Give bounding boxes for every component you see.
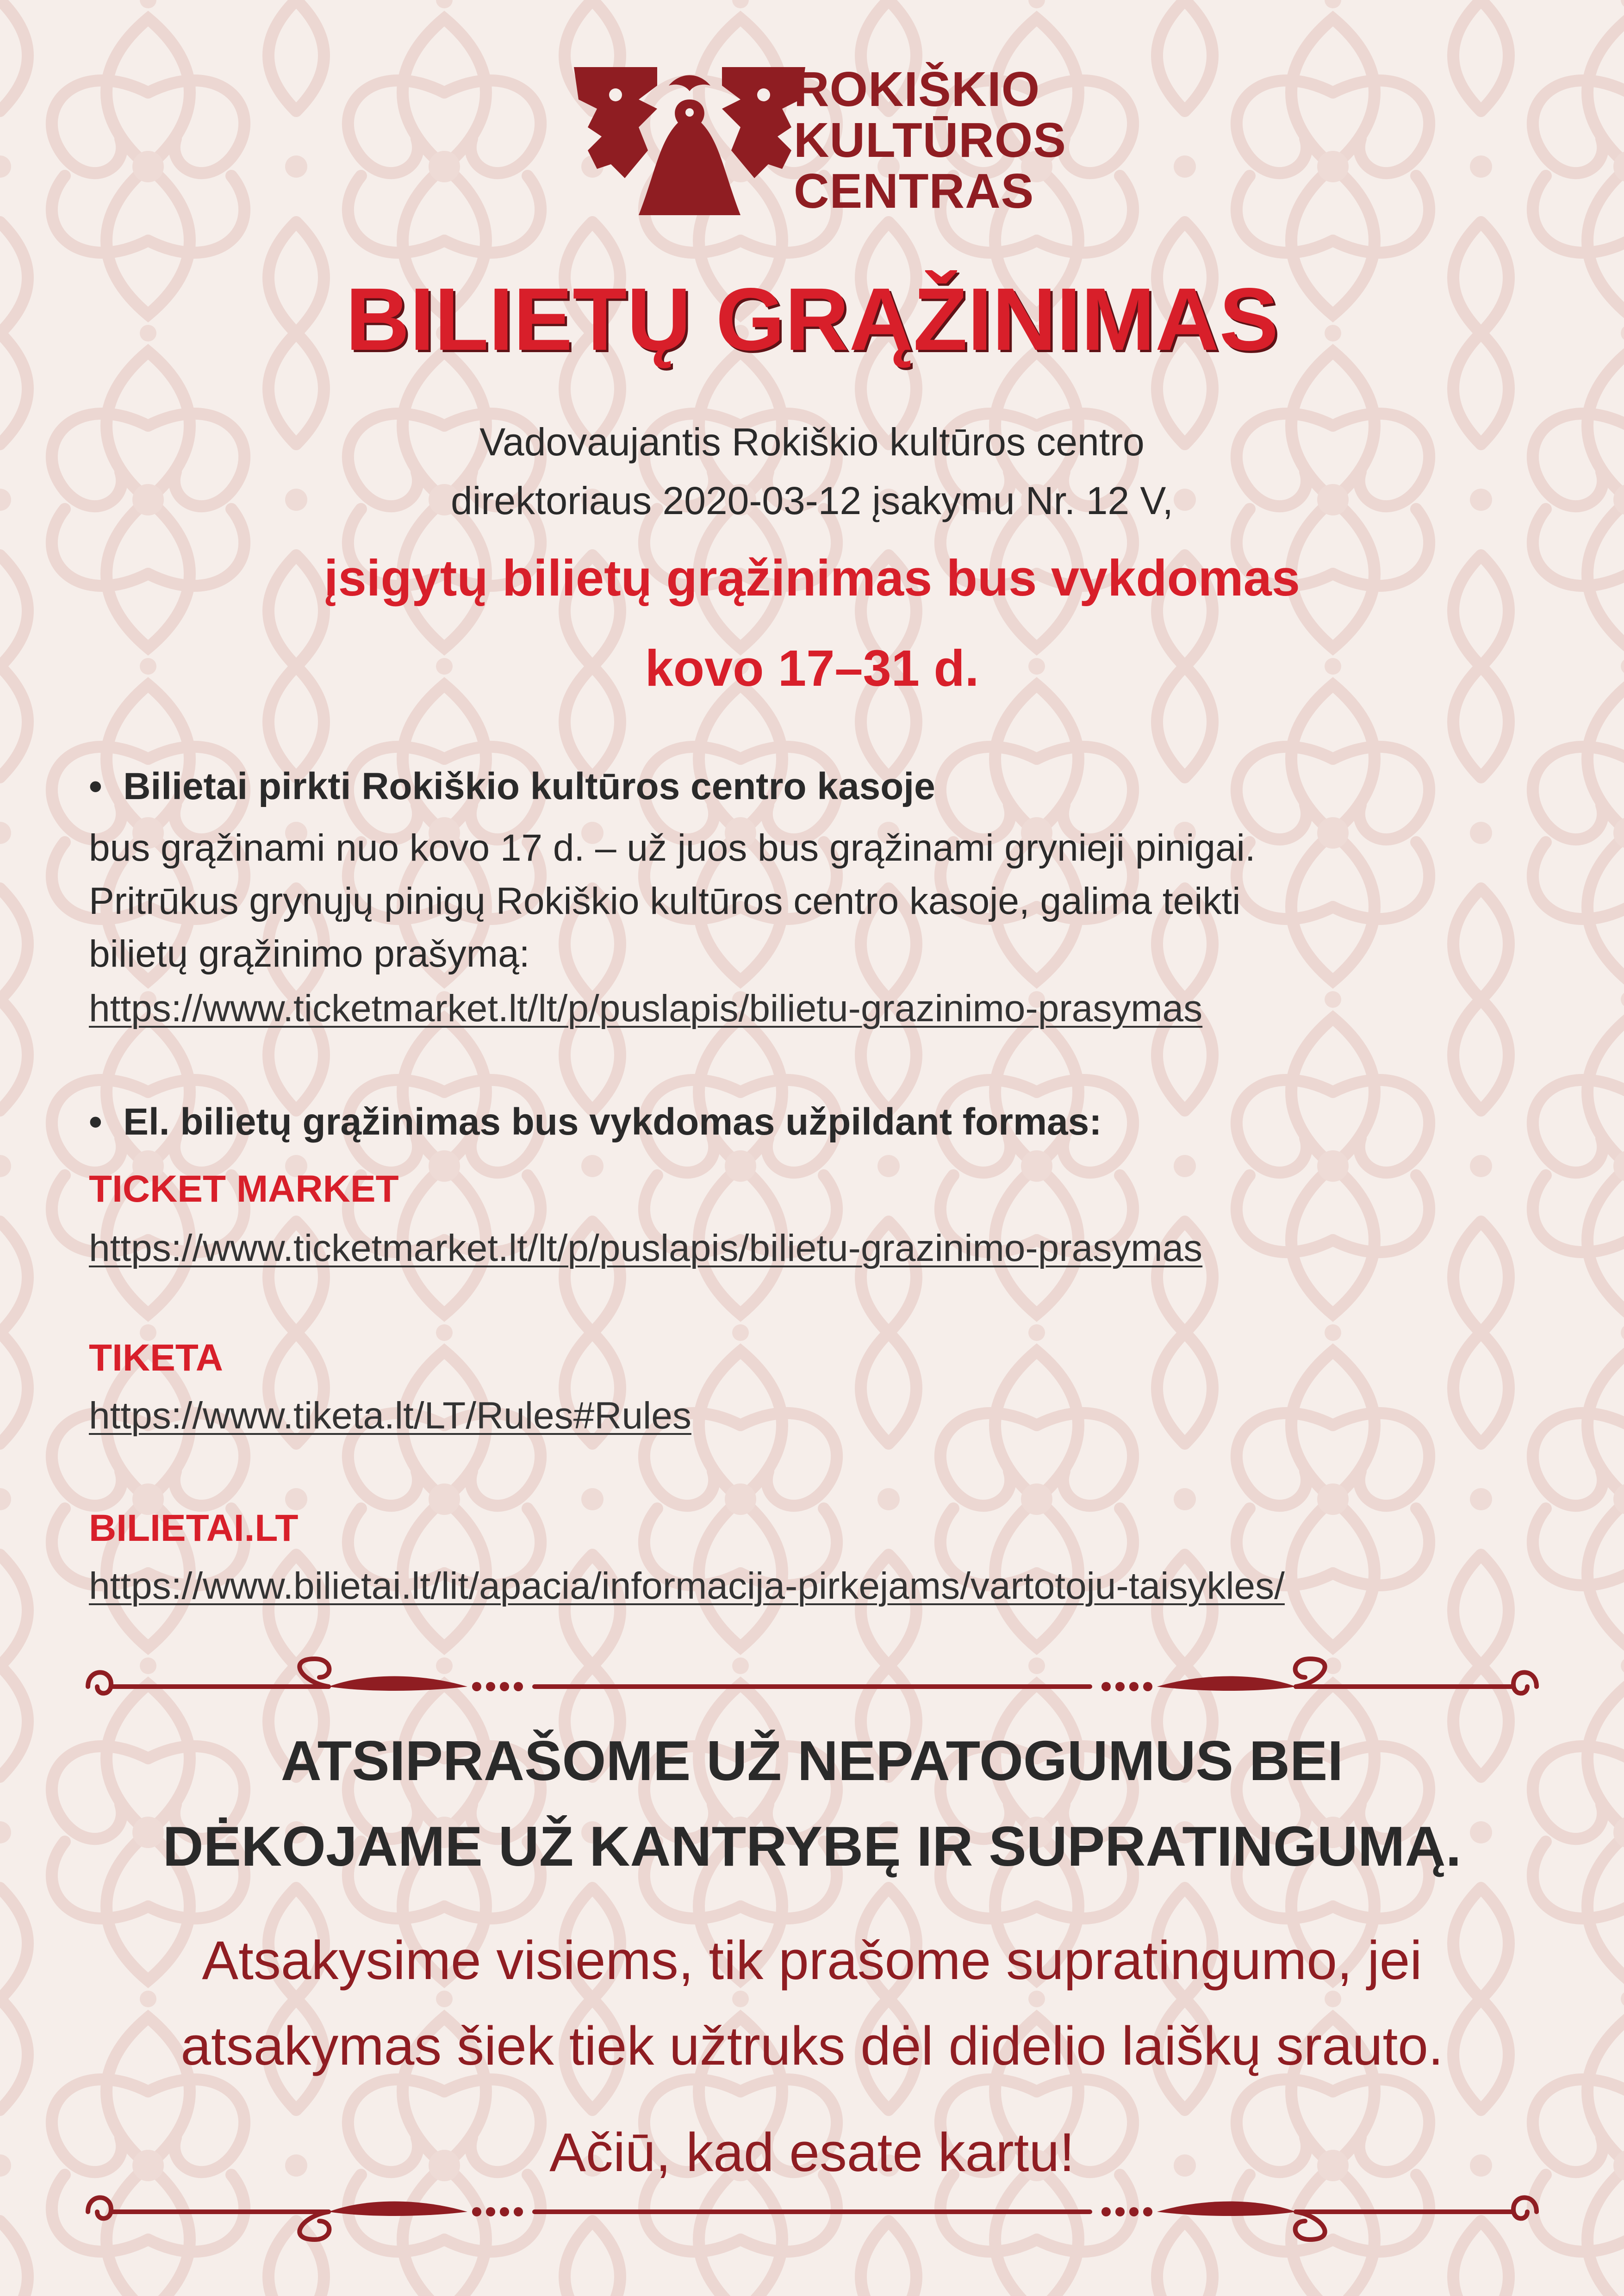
ornament-divider-top <box>69 1640 1555 1705</box>
intro-line-2: direktoriaus 2020-03-12 įsakymu Nr. 12 V, <box>450 479 1174 522</box>
section1-heading-text: Bilietai pirkti Rokiškio kultūros centro kasoje <box>123 765 935 807</box>
logo-line-2: KULTŪROS <box>794 113 1066 168</box>
section1-heading <box>89 763 935 810</box>
logo-line-1: ROKIŠKIO <box>794 62 1040 117</box>
section2-heading <box>89 1099 1102 1145</box>
closing-thanks: Ačiū, kad esate kartu! <box>549 2122 1075 2183</box>
section1-link[interactable]: https://www.ticketmarket.lt/lt/p/puslapis/bilietu-grazinimo-prasymas <box>89 987 1203 1030</box>
intro-line-1: Vadovaujantis Rokiškio kultūros centro <box>479 420 1145 464</box>
section1-line-3: bilietų grąžinimo prašymą: <box>89 933 530 975</box>
section1-line-2: Pritrūkus grynųjų pinigų Rokiškio kultūros centro kasoje, galima teikti <box>89 880 1241 922</box>
rokiskio-logo-icon <box>569 58 810 224</box>
page-title: BILIETŲ GRĄŽINIMAS <box>345 269 1279 369</box>
logo-line-3: CENTRAS <box>794 164 1034 218</box>
bullet: • <box>89 1101 102 1143</box>
vendor-name-ticketmarket: TICKET MARKET <box>89 1168 399 1210</box>
vendor-name-tiketa: TIKETA <box>89 1337 224 1379</box>
closing-line-2: DĖKOJAME UŽ KANTRYBĘ IR SUPRATINGUMĄ. <box>162 1815 1462 1878</box>
section1-line-1: bus grąžinami nuo kovo 17 d. – už juos bus grąžinami grynieji pinigai. <box>89 827 1256 869</box>
ornament-divider-bottom <box>69 2179 1555 2244</box>
vendor-link-ticketmarket[interactable]: https://www.ticketmarket.lt/lt/p/puslapis/bilietu-grazinimo-prasymas <box>89 1227 1203 1269</box>
intro-highlight-2: kovo 17–31 d. <box>645 640 979 697</box>
section2-heading-text: El. bilietų grąžinimas bus vykdomas užpildant formas: <box>123 1101 1102 1143</box>
bullet: • <box>89 765 102 807</box>
closing-note-2: atsakymas šiek tiek užtruks dėl didelio laiškų srauto. <box>180 2016 1444 2077</box>
vendor-link-bilietai[interactable]: https://www.bilietai.lt/lit/apacia/informacija-pirkejams/vartotoju-taisykles/ <box>89 1565 1285 1607</box>
closing-note-1: Atsakysime visiems, tik prašome supratingumo, jei <box>202 1930 1422 1991</box>
intro-highlight-1: įsigytų bilietų grąžinimas bus vykdomas <box>324 550 1300 607</box>
closing-line-1: ATSIPRAŠOME UŽ NEPATOGUMUS BEI <box>280 1729 1344 1792</box>
vendor-link-tiketa[interactable]: https://www.tiketa.lt/LT/Rules#Rules <box>89 1395 691 1437</box>
vendor-name-bilietai: BILIETAI.LT <box>89 1507 299 1549</box>
